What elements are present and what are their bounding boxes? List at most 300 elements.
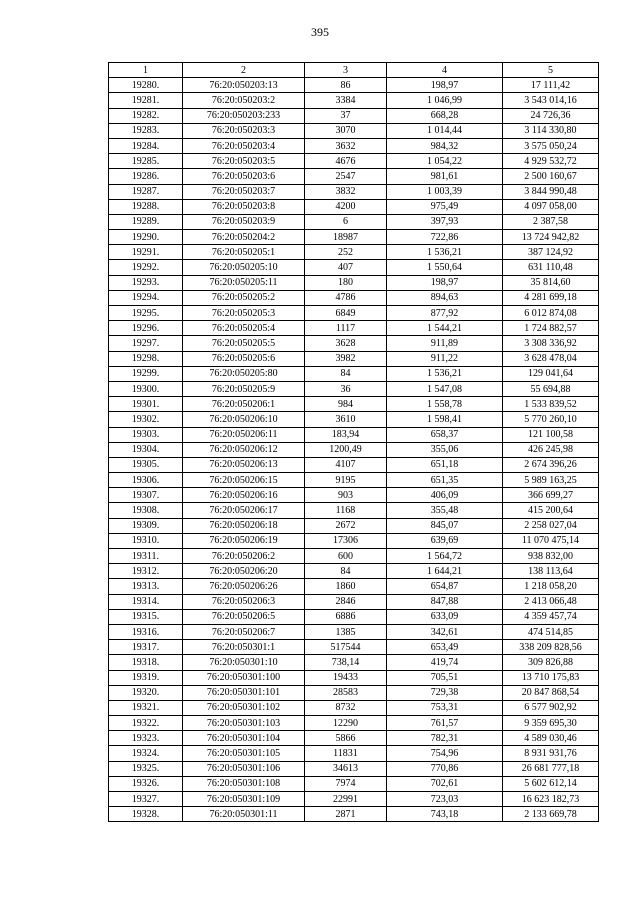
cadastral-number-cell: 76:20:050205:9 <box>183 381 305 396</box>
value-cell: 9 359 695,30 <box>503 716 599 731</box>
rate-cell: 654,87 <box>387 579 503 594</box>
column-header: 5 <box>503 63 599 78</box>
cadastral-number-cell: 76:20:050203:6 <box>183 169 305 184</box>
rate-cell: 342,61 <box>387 624 503 639</box>
row-number-cell: 19283. <box>109 123 183 138</box>
row-number-cell: 19326. <box>109 776 183 791</box>
rate-cell: 1 003,39 <box>387 184 503 199</box>
value-cell: 24 726,36 <box>503 108 599 123</box>
value-cell: 4 359 457,74 <box>503 609 599 624</box>
cadastral-number-cell: 76:20:050205:5 <box>183 336 305 351</box>
table-row <box>109 716 599 731</box>
value-cell: 4 097 058,00 <box>503 199 599 214</box>
table-row <box>109 275 599 290</box>
row-number-cell: 19299. <box>109 366 183 381</box>
value-cell: 3 543 014,16 <box>503 93 599 108</box>
area-cell: 28583 <box>305 685 387 700</box>
value-cell: 2 674 396,26 <box>503 457 599 472</box>
rate-cell: 639,69 <box>387 533 503 548</box>
table-row <box>109 260 599 275</box>
rate-cell: 355,06 <box>387 442 503 457</box>
row-number-cell: 19287. <box>109 184 183 199</box>
rate-cell: 911,89 <box>387 336 503 351</box>
area-cell: 84 <box>305 366 387 381</box>
cadastral-number-cell: 76:20:050203:2 <box>183 93 305 108</box>
table-row <box>109 518 599 533</box>
row-number-cell: 19314. <box>109 594 183 609</box>
table-row <box>109 366 599 381</box>
area-cell: 600 <box>305 549 387 564</box>
row-number-cell: 19293. <box>109 275 183 290</box>
value-cell: 3 114 330,80 <box>503 123 599 138</box>
cadastral-number-cell: 76:20:050301:1 <box>183 640 305 655</box>
row-number-cell: 19312. <box>109 564 183 579</box>
cadastral-number-cell: 76:20:050301:108 <box>183 776 305 791</box>
column-header: 4 <box>387 63 503 78</box>
value-cell: 1 533 839,52 <box>503 397 599 412</box>
table-row <box>109 290 599 305</box>
table-row <box>109 93 599 108</box>
row-number-cell: 19321. <box>109 700 183 715</box>
value-cell: 35 814,60 <box>503 275 599 290</box>
rate-cell: 1 046,99 <box>387 93 503 108</box>
rate-cell: 911,22 <box>387 351 503 366</box>
rate-cell: 1 644,21 <box>387 564 503 579</box>
cadastral-number-cell: 76:20:050301:105 <box>183 746 305 761</box>
cadastral-number-cell: 76:20:050203:5 <box>183 154 305 169</box>
value-cell: 6 012 874,08 <box>503 306 599 321</box>
column-header: 1 <box>109 63 183 78</box>
cadastral-number-cell: 76:20:050206:13 <box>183 457 305 472</box>
table-row <box>109 792 599 807</box>
area-cell: 4676 <box>305 154 387 169</box>
cadastral-number-cell: 76:20:050206:18 <box>183 518 305 533</box>
rate-cell: 1 536,21 <box>387 366 503 381</box>
cadastral-number-cell: 76:20:050205:10 <box>183 260 305 275</box>
area-cell: 19433 <box>305 670 387 685</box>
rate-cell: 1 544,21 <box>387 321 503 336</box>
cadastral-number-cell: 76:20:050205:3 <box>183 306 305 321</box>
table-row <box>109 138 599 153</box>
area-cell: 6 <box>305 214 387 229</box>
table-row <box>109 594 599 609</box>
cadastral-number-cell: 76:20:050301:109 <box>183 792 305 807</box>
area-cell: 517544 <box>305 640 387 655</box>
area-cell: 17306 <box>305 533 387 548</box>
area-cell: 5866 <box>305 731 387 746</box>
cadastral-number-cell: 76:20:050205:2 <box>183 290 305 305</box>
rate-cell: 1 054,22 <box>387 154 503 169</box>
value-cell: 3 575 050,24 <box>503 138 599 153</box>
rate-cell: 770,86 <box>387 761 503 776</box>
value-cell: 20 847 868,54 <box>503 685 599 700</box>
area-cell: 1385 <box>305 624 387 639</box>
cadastral-number-cell: 76:20:050206:2 <box>183 549 305 564</box>
rate-cell: 975,49 <box>387 199 503 214</box>
table-row <box>109 700 599 715</box>
row-number-cell: 19295. <box>109 306 183 321</box>
rate-cell: 847,88 <box>387 594 503 609</box>
rate-cell: 753,31 <box>387 700 503 715</box>
value-cell: 2 500 160,67 <box>503 169 599 184</box>
value-cell: 6 577 902,92 <box>503 700 599 715</box>
cadastral-number-cell: 76:20:050206:3 <box>183 594 305 609</box>
area-cell: 84 <box>305 564 387 579</box>
cadastral-number-cell: 76:20:050203:13 <box>183 78 305 93</box>
cadastral-number-cell: 76:20:050301:102 <box>183 700 305 715</box>
area-cell: 3632 <box>305 138 387 153</box>
row-number-cell: 19317. <box>109 640 183 655</box>
value-cell: 631 110,48 <box>503 260 599 275</box>
cadastral-number-cell: 76:20:050206:7 <box>183 624 305 639</box>
value-cell: 13 724 942,82 <box>503 230 599 245</box>
area-cell: 22991 <box>305 792 387 807</box>
rate-cell: 653,49 <box>387 640 503 655</box>
rate-cell: 651,35 <box>387 473 503 488</box>
cadastral-number-cell: 76:20:050301:106 <box>183 761 305 776</box>
table-row <box>109 169 599 184</box>
area-cell: 1168 <box>305 503 387 518</box>
rate-cell: 984,32 <box>387 138 503 153</box>
row-number-cell: 19304. <box>109 442 183 457</box>
cadastral-number-cell: 76:20:050206:12 <box>183 442 305 457</box>
cadastral-number-cell: 76:20:050205:4 <box>183 321 305 336</box>
cadastral-number-cell: 76:20:050206:1 <box>183 397 305 412</box>
area-cell: 4786 <box>305 290 387 305</box>
cadastral-number-cell: 76:20:050206:16 <box>183 488 305 503</box>
page-number: 395 <box>311 25 329 39</box>
area-cell: 6849 <box>305 306 387 321</box>
area-cell: 3628 <box>305 336 387 351</box>
row-number-cell: 19284. <box>109 138 183 153</box>
cadastral-number-cell: 76:20:050301:11 <box>183 807 305 822</box>
row-number-cell: 19328. <box>109 807 183 822</box>
rate-cell: 1 558,78 <box>387 397 503 412</box>
cadastral-number-cell: 76:20:050203:3 <box>183 123 305 138</box>
rate-cell: 1 550,64 <box>387 260 503 275</box>
cadastral-number-cell: 76:20:050206:5 <box>183 609 305 624</box>
row-number-cell: 19282. <box>109 108 183 123</box>
value-cell: 309 826,88 <box>503 655 599 670</box>
table-header-row <box>109 63 599 78</box>
area-cell: 183,94 <box>305 427 387 442</box>
table-row <box>109 731 599 746</box>
rate-cell: 633,09 <box>387 609 503 624</box>
row-number-cell: 19289. <box>109 214 183 229</box>
column-header: 2 <box>183 63 305 78</box>
area-cell: 9195 <box>305 473 387 488</box>
table-row <box>109 533 599 548</box>
table-row <box>109 761 599 776</box>
value-cell: 474 514,85 <box>503 624 599 639</box>
rate-cell: 981,61 <box>387 169 503 184</box>
rate-cell: 355,48 <box>387 503 503 518</box>
cadastral-number-cell: 76:20:050301:100 <box>183 670 305 685</box>
row-number-cell: 19281. <box>109 93 183 108</box>
area-cell: 3070 <box>305 123 387 138</box>
rate-cell: 406,09 <box>387 488 503 503</box>
area-cell: 903 <box>305 488 387 503</box>
row-number-cell: 19280. <box>109 78 183 93</box>
value-cell: 16 623 182,73 <box>503 792 599 807</box>
value-cell: 138 113,64 <box>503 564 599 579</box>
value-cell: 2 413 066,48 <box>503 594 599 609</box>
row-number-cell: 19322. <box>109 716 183 731</box>
value-cell: 426 245,98 <box>503 442 599 457</box>
area-cell: 36 <box>305 381 387 396</box>
cadastral-number-cell: 76:20:050301:10 <box>183 655 305 670</box>
table-row <box>109 427 599 442</box>
cadastral-number-cell: 76:20:050206:15 <box>183 473 305 488</box>
area-cell: 1117 <box>305 321 387 336</box>
table-row <box>109 306 599 321</box>
row-number-cell: 19327. <box>109 792 183 807</box>
cadastral-number-cell: 76:20:050301:101 <box>183 685 305 700</box>
cadastral-number-cell: 76:20:050301:104 <box>183 731 305 746</box>
rate-cell: 651,18 <box>387 457 503 472</box>
rate-cell: 702,61 <box>387 776 503 791</box>
table-row <box>109 214 599 229</box>
rate-cell: 198,97 <box>387 275 503 290</box>
rate-cell: 198,97 <box>387 78 503 93</box>
area-cell: 1860 <box>305 579 387 594</box>
rate-cell: 397,93 <box>387 214 503 229</box>
cadastral-number-cell: 76:20:050203:8 <box>183 199 305 214</box>
rate-cell: 743,18 <box>387 807 503 822</box>
area-cell: 2672 <box>305 518 387 533</box>
table-row <box>109 351 599 366</box>
rate-cell: 668,28 <box>387 108 503 123</box>
cadastral-number-cell: 76:20:050205:11 <box>183 275 305 290</box>
table-row <box>109 230 599 245</box>
value-cell: 1 218 058,20 <box>503 579 599 594</box>
row-number-cell: 19291. <box>109 245 183 260</box>
cadastral-number-cell: 76:20:050203:7 <box>183 184 305 199</box>
row-number-cell: 19305. <box>109 457 183 472</box>
cadastral-number-cell: 76:20:050203:233 <box>183 108 305 123</box>
cadastral-number-cell: 76:20:050206:11 <box>183 427 305 442</box>
cadastral-number-cell: 76:20:050205:6 <box>183 351 305 366</box>
value-cell: 5 989 163,25 <box>503 473 599 488</box>
row-number-cell: 19308. <box>109 503 183 518</box>
value-cell: 55 694,88 <box>503 381 599 396</box>
rate-cell: 754,96 <box>387 746 503 761</box>
table-body <box>109 78 599 822</box>
value-cell: 5 602 612,14 <box>503 776 599 791</box>
data-table <box>108 62 599 822</box>
cadastral-number-cell: 76:20:050301:103 <box>183 716 305 731</box>
value-cell: 11 070 475,14 <box>503 533 599 548</box>
row-number-cell: 19325. <box>109 761 183 776</box>
area-cell: 34613 <box>305 761 387 776</box>
area-cell: 984 <box>305 397 387 412</box>
value-cell: 8 931 931,76 <box>503 746 599 761</box>
rate-cell: 1 564,72 <box>387 549 503 564</box>
table-row <box>109 503 599 518</box>
cadastral-number-cell: 76:20:050203:4 <box>183 138 305 153</box>
rate-cell: 1 598,41 <box>387 412 503 427</box>
table-row <box>109 154 599 169</box>
rate-cell: 419,74 <box>387 655 503 670</box>
row-number-cell: 19316. <box>109 624 183 639</box>
table-row <box>109 655 599 670</box>
rate-cell: 1 536,21 <box>387 245 503 260</box>
row-number-cell: 19286. <box>109 169 183 184</box>
area-cell: 407 <box>305 260 387 275</box>
value-cell: 387 124,92 <box>503 245 599 260</box>
table-row <box>109 245 599 260</box>
value-cell: 2 133 669,78 <box>503 807 599 822</box>
area-cell: 2547 <box>305 169 387 184</box>
value-cell: 338 209 828,56 <box>503 640 599 655</box>
row-number-cell: 19311. <box>109 549 183 564</box>
row-number-cell: 19297. <box>109 336 183 351</box>
value-cell: 3 308 336,92 <box>503 336 599 351</box>
area-cell: 1200,49 <box>305 442 387 457</box>
table-row <box>109 579 599 594</box>
table-row <box>109 807 599 822</box>
row-number-cell: 19292. <box>109 260 183 275</box>
table-row <box>109 564 599 579</box>
rate-cell: 658,37 <box>387 427 503 442</box>
row-number-cell: 19300. <box>109 381 183 396</box>
rate-cell: 1 547,08 <box>387 381 503 396</box>
row-number-cell: 19303. <box>109 427 183 442</box>
row-number-cell: 19318. <box>109 655 183 670</box>
rate-cell: 894,63 <box>387 290 503 305</box>
cadastral-number-cell: 76:20:050206:26 <box>183 579 305 594</box>
table-row <box>109 746 599 761</box>
table-row <box>109 685 599 700</box>
row-number-cell: 19323. <box>109 731 183 746</box>
value-cell: 129 041,64 <box>503 366 599 381</box>
value-cell: 5 770 260,10 <box>503 412 599 427</box>
row-number-cell: 19298. <box>109 351 183 366</box>
column-header: 3 <box>305 63 387 78</box>
value-cell: 121 100,58 <box>503 427 599 442</box>
rate-cell: 729,38 <box>387 685 503 700</box>
area-cell: 12290 <box>305 716 387 731</box>
value-cell: 2 258 027,04 <box>503 518 599 533</box>
table-row <box>109 473 599 488</box>
table-row <box>109 108 599 123</box>
value-cell: 415 200,64 <box>503 503 599 518</box>
table-row <box>109 184 599 199</box>
row-number-cell: 19319. <box>109 670 183 685</box>
table-row <box>109 488 599 503</box>
value-cell: 4 281 699,18 <box>503 290 599 305</box>
cadastral-number-cell: 76:20:050203:9 <box>183 214 305 229</box>
area-cell: 3982 <box>305 351 387 366</box>
table-row <box>109 336 599 351</box>
table-row <box>109 381 599 396</box>
area-cell: 8732 <box>305 700 387 715</box>
table-row <box>109 776 599 791</box>
row-number-cell: 19294. <box>109 290 183 305</box>
cadastral-number-cell: 76:20:050205:1 <box>183 245 305 260</box>
row-number-cell: 19315. <box>109 609 183 624</box>
rate-cell: 705,51 <box>387 670 503 685</box>
area-cell: 7974 <box>305 776 387 791</box>
rate-cell: 722,86 <box>387 230 503 245</box>
table-row <box>109 624 599 639</box>
table-row <box>109 78 599 93</box>
table-row <box>109 442 599 457</box>
area-cell: 3832 <box>305 184 387 199</box>
table-row <box>109 640 599 655</box>
value-cell: 26 681 777,18 <box>503 761 599 776</box>
row-number-cell: 19307. <box>109 488 183 503</box>
area-cell: 3384 <box>305 93 387 108</box>
cadastral-number-cell: 76:20:050204:2 <box>183 230 305 245</box>
table-row <box>109 397 599 412</box>
value-cell: 4 929 532,72 <box>503 154 599 169</box>
table-row <box>109 609 599 624</box>
cadastral-number-cell: 76:20:050206:10 <box>183 412 305 427</box>
row-number-cell: 19302. <box>109 412 183 427</box>
value-cell: 2 387,58 <box>503 214 599 229</box>
cadastral-number-cell: 76:20:050206:17 <box>183 503 305 518</box>
row-number-cell: 19320. <box>109 685 183 700</box>
area-cell: 4200 <box>305 199 387 214</box>
area-cell: 4107 <box>305 457 387 472</box>
rate-cell: 782,31 <box>387 731 503 746</box>
rate-cell: 761,57 <box>387 716 503 731</box>
cadastral-number-cell: 76:20:050206:19 <box>183 533 305 548</box>
rate-cell: 845,07 <box>387 518 503 533</box>
rate-cell: 877,92 <box>387 306 503 321</box>
row-number-cell: 19306. <box>109 473 183 488</box>
cadastral-number-cell: 76:20:050206:20 <box>183 564 305 579</box>
row-number-cell: 19301. <box>109 397 183 412</box>
area-cell: 18987 <box>305 230 387 245</box>
value-cell: 4 589 030,46 <box>503 731 599 746</box>
area-cell: 252 <box>305 245 387 260</box>
rate-cell: 1 014,44 <box>387 123 503 138</box>
area-cell: 37 <box>305 108 387 123</box>
table-row <box>109 199 599 214</box>
value-cell: 3 628 478,04 <box>503 351 599 366</box>
value-cell: 3 844 990,48 <box>503 184 599 199</box>
row-number-cell: 19324. <box>109 746 183 761</box>
row-number-cell: 19290. <box>109 230 183 245</box>
value-cell: 17 111,42 <box>503 78 599 93</box>
row-number-cell: 19296. <box>109 321 183 336</box>
cadastral-number-cell: 76:20:050205:80 <box>183 366 305 381</box>
area-cell: 11831 <box>305 746 387 761</box>
area-cell: 3610 <box>305 412 387 427</box>
table-row <box>109 457 599 472</box>
value-cell: 13 710 175,83 <box>503 670 599 685</box>
area-cell: 2846 <box>305 594 387 609</box>
value-cell: 366 699,27 <box>503 488 599 503</box>
value-cell: 938 832,00 <box>503 549 599 564</box>
row-number-cell: 19285. <box>109 154 183 169</box>
area-cell: 738,14 <box>305 655 387 670</box>
row-number-cell: 19309. <box>109 518 183 533</box>
value-cell: 1 724 882,57 <box>503 321 599 336</box>
table-row <box>109 123 599 138</box>
rate-cell: 723,03 <box>387 792 503 807</box>
area-cell: 180 <box>305 275 387 290</box>
row-number-cell: 19288. <box>109 199 183 214</box>
row-number-cell: 19313. <box>109 579 183 594</box>
table-row <box>109 549 599 564</box>
table-row <box>109 670 599 685</box>
area-cell: 6886 <box>305 609 387 624</box>
area-cell: 2871 <box>305 807 387 822</box>
table-row <box>109 412 599 427</box>
